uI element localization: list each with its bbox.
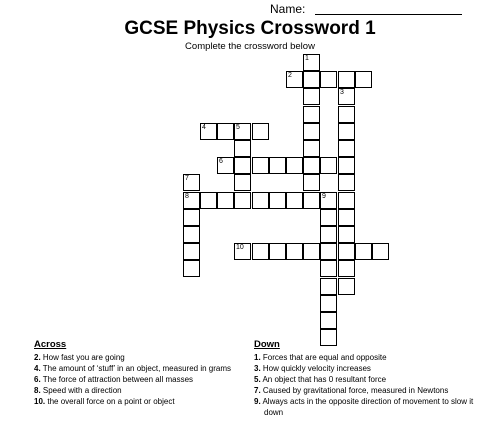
crossword-cell[interactable] bbox=[303, 243, 320, 260]
crossword-cell[interactable] bbox=[320, 312, 337, 329]
crossword-cell[interactable] bbox=[320, 192, 337, 209]
crossword-cell[interactable] bbox=[320, 71, 337, 88]
clue-item bbox=[254, 352, 479, 363]
crossword-cell[interactable] bbox=[303, 123, 320, 140]
crossword-cell[interactable] bbox=[338, 174, 355, 191]
crossword-cell[interactable] bbox=[338, 140, 355, 157]
clue-item-number: 2. bbox=[34, 353, 41, 362]
clue-item-text: Always acts in the opposite direction of movement to slow it down bbox=[260, 397, 474, 417]
crossword-cell[interactable] bbox=[269, 243, 286, 260]
crossword-cell[interactable] bbox=[269, 192, 286, 209]
crossword-cell[interactable] bbox=[183, 226, 200, 243]
page-subtitle: Complete the crossword below bbox=[185, 41, 315, 52]
clue-item-text: Caused by gravitational force, measured in Newtons bbox=[260, 386, 449, 395]
crossword-cell[interactable] bbox=[234, 123, 251, 140]
clue-number: 2 bbox=[288, 72, 292, 79]
crossword-cell[interactable] bbox=[303, 88, 320, 105]
clue-item-number: 9. bbox=[254, 397, 261, 406]
crossword-cell[interactable] bbox=[320, 226, 337, 243]
crossword-cell[interactable] bbox=[355, 243, 372, 260]
clue-item bbox=[254, 396, 479, 418]
crossword-cell[interactable] bbox=[286, 243, 303, 260]
crossword-cell[interactable] bbox=[320, 260, 337, 277]
crossword-cell[interactable] bbox=[286, 71, 303, 88]
crossword-cell[interactable] bbox=[234, 192, 251, 209]
name-label: Name: bbox=[270, 2, 306, 16]
crossword-cell[interactable] bbox=[338, 123, 355, 140]
crossword-cell[interactable] bbox=[217, 157, 234, 174]
clue-number: 5 bbox=[236, 124, 240, 131]
crossword-cell[interactable] bbox=[234, 243, 251, 260]
clue-item bbox=[34, 363, 249, 374]
clue-item bbox=[34, 352, 249, 363]
crossword-cell[interactable] bbox=[303, 140, 320, 157]
clue-item-text: The amount of ‘stuff’ in an object, measured in grams bbox=[40, 364, 231, 373]
crossword-cell[interactable] bbox=[338, 260, 355, 277]
clue-item-number: 8. bbox=[34, 386, 41, 395]
clue-number: 3 bbox=[340, 89, 344, 96]
clue-item bbox=[254, 385, 479, 396]
crossword-cell[interactable] bbox=[320, 209, 337, 226]
clue-item bbox=[254, 363, 479, 374]
crossword-cell[interactable] bbox=[303, 71, 320, 88]
clue-item bbox=[34, 374, 249, 385]
crossword-cell[interactable] bbox=[303, 54, 320, 71]
clue-number: 1 bbox=[305, 55, 309, 62]
crossword-cell[interactable] bbox=[252, 243, 269, 260]
clue-item-text: Speed with a direction bbox=[40, 386, 122, 395]
crossword-cell[interactable] bbox=[183, 209, 200, 226]
crossword-cell[interactable] bbox=[338, 71, 355, 88]
crossword-cell[interactable] bbox=[338, 226, 355, 243]
clue-item bbox=[254, 374, 479, 385]
crossword-cell[interactable] bbox=[338, 209, 355, 226]
crossword-cell[interactable] bbox=[217, 192, 234, 209]
crossword-cell[interactable] bbox=[303, 174, 320, 191]
crossword-cell[interactable] bbox=[355, 71, 372, 88]
clue-number: 9 bbox=[322, 193, 326, 200]
crossword-cell[interactable] bbox=[320, 295, 337, 312]
crossword-cell[interactable] bbox=[338, 88, 355, 105]
clue-item-number: 7. bbox=[254, 386, 261, 395]
crossword-cell[interactable] bbox=[269, 157, 286, 174]
clue-item-text: The force of attraction between all masses bbox=[40, 375, 194, 384]
crossword-cell[interactable] bbox=[217, 123, 234, 140]
crossword-cell[interactable] bbox=[320, 243, 337, 260]
clue-number: 7 bbox=[185, 175, 189, 182]
clue-number: 10 bbox=[236, 244, 244, 251]
crossword-cell[interactable] bbox=[372, 243, 389, 260]
crossword-cell[interactable] bbox=[303, 192, 320, 209]
crossword-cell[interactable] bbox=[183, 174, 200, 191]
clue-item-number: 5. bbox=[254, 375, 261, 384]
clue-number: 4 bbox=[202, 124, 206, 131]
crossword-cell[interactable] bbox=[286, 157, 303, 174]
clue-item-number: 3. bbox=[254, 364, 261, 373]
crossword-cell[interactable] bbox=[234, 140, 251, 157]
crossword-cell[interactable] bbox=[252, 157, 269, 174]
across-clues bbox=[34, 339, 249, 407]
clue-item-text: How fast you are going bbox=[40, 353, 125, 362]
page-title: GCSE Physics Crossword 1 bbox=[124, 18, 376, 39]
crossword-cell[interactable] bbox=[338, 106, 355, 123]
crossword-cell[interactable] bbox=[338, 192, 355, 209]
crossword-cell[interactable] bbox=[183, 192, 200, 209]
clue-item bbox=[34, 385, 249, 396]
crossword-cell[interactable] bbox=[200, 192, 217, 209]
clue-number: 8 bbox=[185, 193, 189, 200]
crossword-cell[interactable] bbox=[234, 157, 251, 174]
clue-item-text: An object that has 0 resultant force bbox=[260, 375, 387, 384]
crossword-cell[interactable] bbox=[320, 157, 337, 174]
crossword-cell[interactable] bbox=[286, 192, 303, 209]
crossword-cell[interactable] bbox=[183, 260, 200, 277]
clue-item-text: Forces that are equal and opposite bbox=[260, 353, 387, 362]
clue-item-number: 6. bbox=[34, 375, 41, 384]
clue-item-number: 10. bbox=[34, 397, 46, 406]
across-heading: Across bbox=[34, 339, 67, 350]
clue-item-text: the overall force on a point or object bbox=[45, 397, 175, 406]
crossword-cell[interactable] bbox=[338, 157, 355, 174]
clue-item bbox=[34, 396, 249, 407]
down-heading: Down bbox=[254, 339, 280, 350]
crossword-cell[interactable] bbox=[303, 106, 320, 123]
crossword-cell[interactable] bbox=[252, 123, 269, 140]
crossword-cell[interactable] bbox=[320, 278, 337, 295]
crossword-cell[interactable] bbox=[338, 243, 355, 260]
crossword-cell[interactable] bbox=[234, 174, 251, 191]
clue-item-text: How quickly velocity increases bbox=[260, 364, 371, 373]
crossword-cell[interactable] bbox=[183, 243, 200, 260]
crossword-cell[interactable] bbox=[252, 192, 269, 209]
crossword-cell[interactable] bbox=[303, 157, 320, 174]
clue-item-number: 4. bbox=[34, 364, 41, 373]
clue-number: 6 bbox=[219, 158, 223, 165]
crossword-cell[interactable] bbox=[338, 278, 355, 295]
crossword-cell[interactable] bbox=[200, 123, 217, 140]
clue-item-number: 1. bbox=[254, 353, 261, 362]
down-clues bbox=[254, 339, 479, 418]
